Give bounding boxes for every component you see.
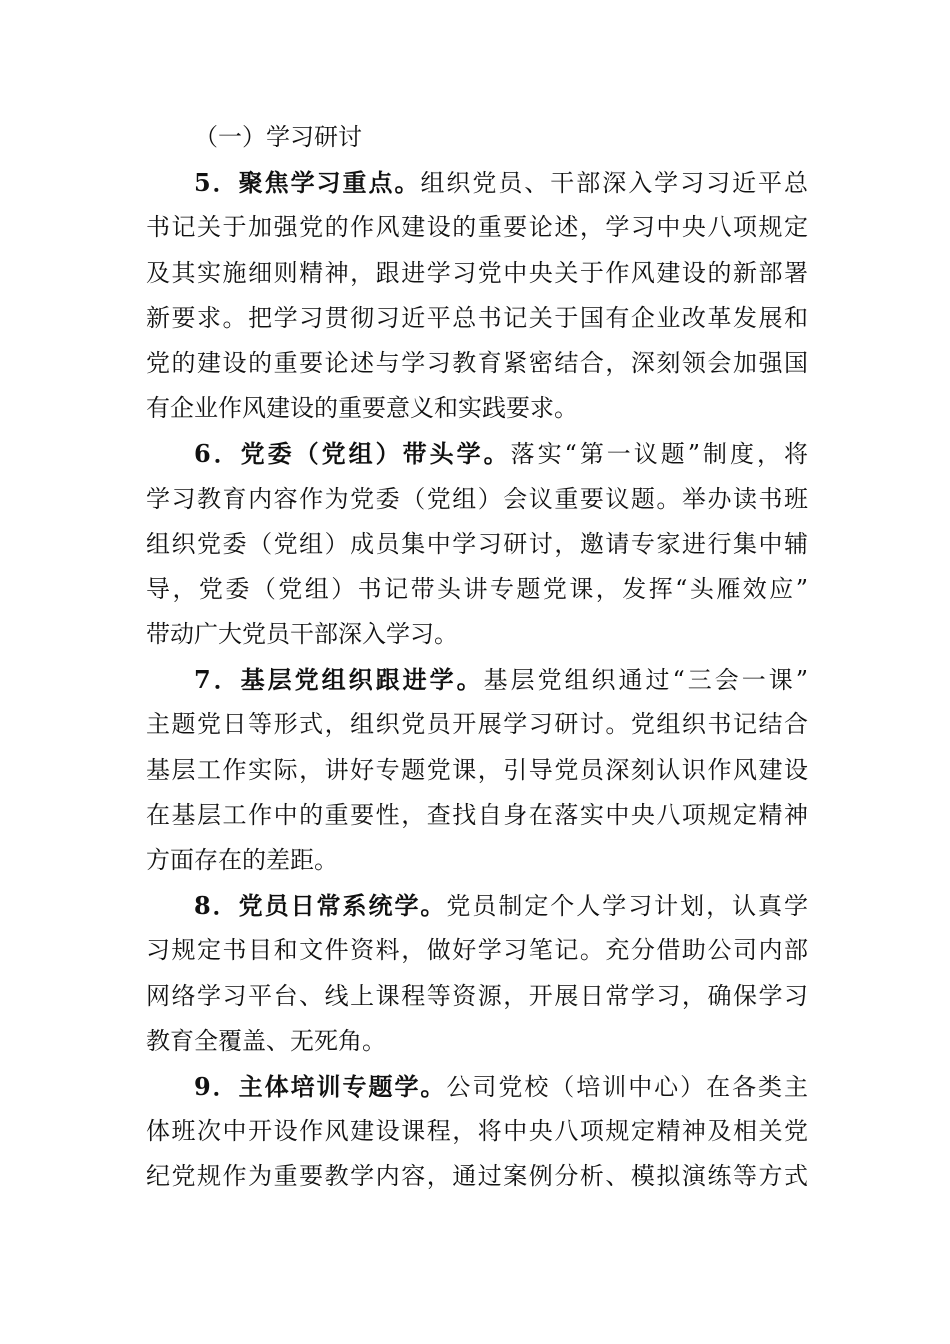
paragraph-5-line-6: 有企业作风建设的重要意义和实践要求。 [146,394,578,423]
paragraph-8-lead: 8．党员日常系统学。 [194,891,447,921]
paragraph-7-line-5: 方面存在的差距。 [146,846,338,874]
paragraph-8-line-1 [146,883,808,928]
paragraph-5-text: 组织党员、干部深入学习习近平总 [420,169,809,198]
paragraph-8-line-3: 网络学习平台、线上课程等资源，开展日常学习，确保学习 [146,981,808,1010]
paragraph-8-line-2: 习规定书目和文件资料，做好学习笔记。充分借助公司内部 [146,936,808,965]
paragraph-7-line-4: 在基层工作中的重要性，查找自身在落实中央八项规定精神 [146,800,808,829]
paragraph-9-line-3: 纪党规作为重要教学内容，通过案例分析、模拟演练等方式 [146,1162,808,1191]
document-body [146,115,808,1200]
paragraph-8-line-4: 教育全覆盖、无死角。 [146,1026,386,1055]
paragraph-6-line-5: 带动广大党员干部深入学习。 [146,620,458,649]
paragraph-7-text: 基层党组织通过“三会一课” [483,666,809,695]
paragraph-9-line-1 [146,1064,808,1109]
paragraph-7-line-1 [146,657,808,702]
paragraph-5-line-1 [146,160,808,205]
paragraph-9-text: 公司党校（培训中心）在各类主 [446,1072,809,1101]
paragraph-5-line-4: 新要求。把学习贯彻习近平总书记关于国有企业改革发展和 [146,303,808,332]
paragraph-6-line-3: 组织党委（党组）成员集中学习研讨，邀请专家进行集中辅 [146,529,808,558]
paragraph-7-line-2: 主题党日等形式，组织党员开展学习研讨。党组织书记结合 [146,710,808,739]
paragraph-7-lead: 7．基层党组织跟进学。 [194,665,484,695]
paragraph-5-line-2: 书记关于加强党的作风建设的重要论述，学习中央八项规定 [146,213,808,242]
paragraph-8-text: 党员制定个人学习计划，认真学 [446,892,809,921]
paragraph-6-line-4: 导，党委（党组）书记带头讲专题党课，发挥“头雁效应” [146,574,808,603]
paragraph-5-line-5: 党的建设的重要论述与学习教育紧密结合，深刻领会加强国 [146,348,808,377]
section-heading: （一）学习研讨 [194,123,362,151]
paragraph-6-text: 落实“第一议题”制度，将 [510,440,808,469]
paragraph-9-line-2: 体班次中开设作风建设课程，将中央八项规定精神及相关党 [146,1117,808,1146]
paragraph-5-lead: 5．聚焦学习重点。 [194,168,421,198]
paragraph-6-line-1 [146,431,808,476]
paragraph-6-line-2: 学习教育内容作为党委（党组）会议重要议题。举办读书班 [146,484,808,513]
paragraph-9-lead: 9．主体培训专题学。 [194,1071,447,1101]
paragraph-7-line-3: 基层工作实际，讲好专题党课，引导党员深刻认识作风建设 [146,755,808,784]
paragraph-5-line-3: 及其实施细则精神，跟进学习党中央关于作风建设的新部署 [146,258,808,287]
paragraph-6-lead: 6．党委（党组）带头学。 [194,439,511,469]
